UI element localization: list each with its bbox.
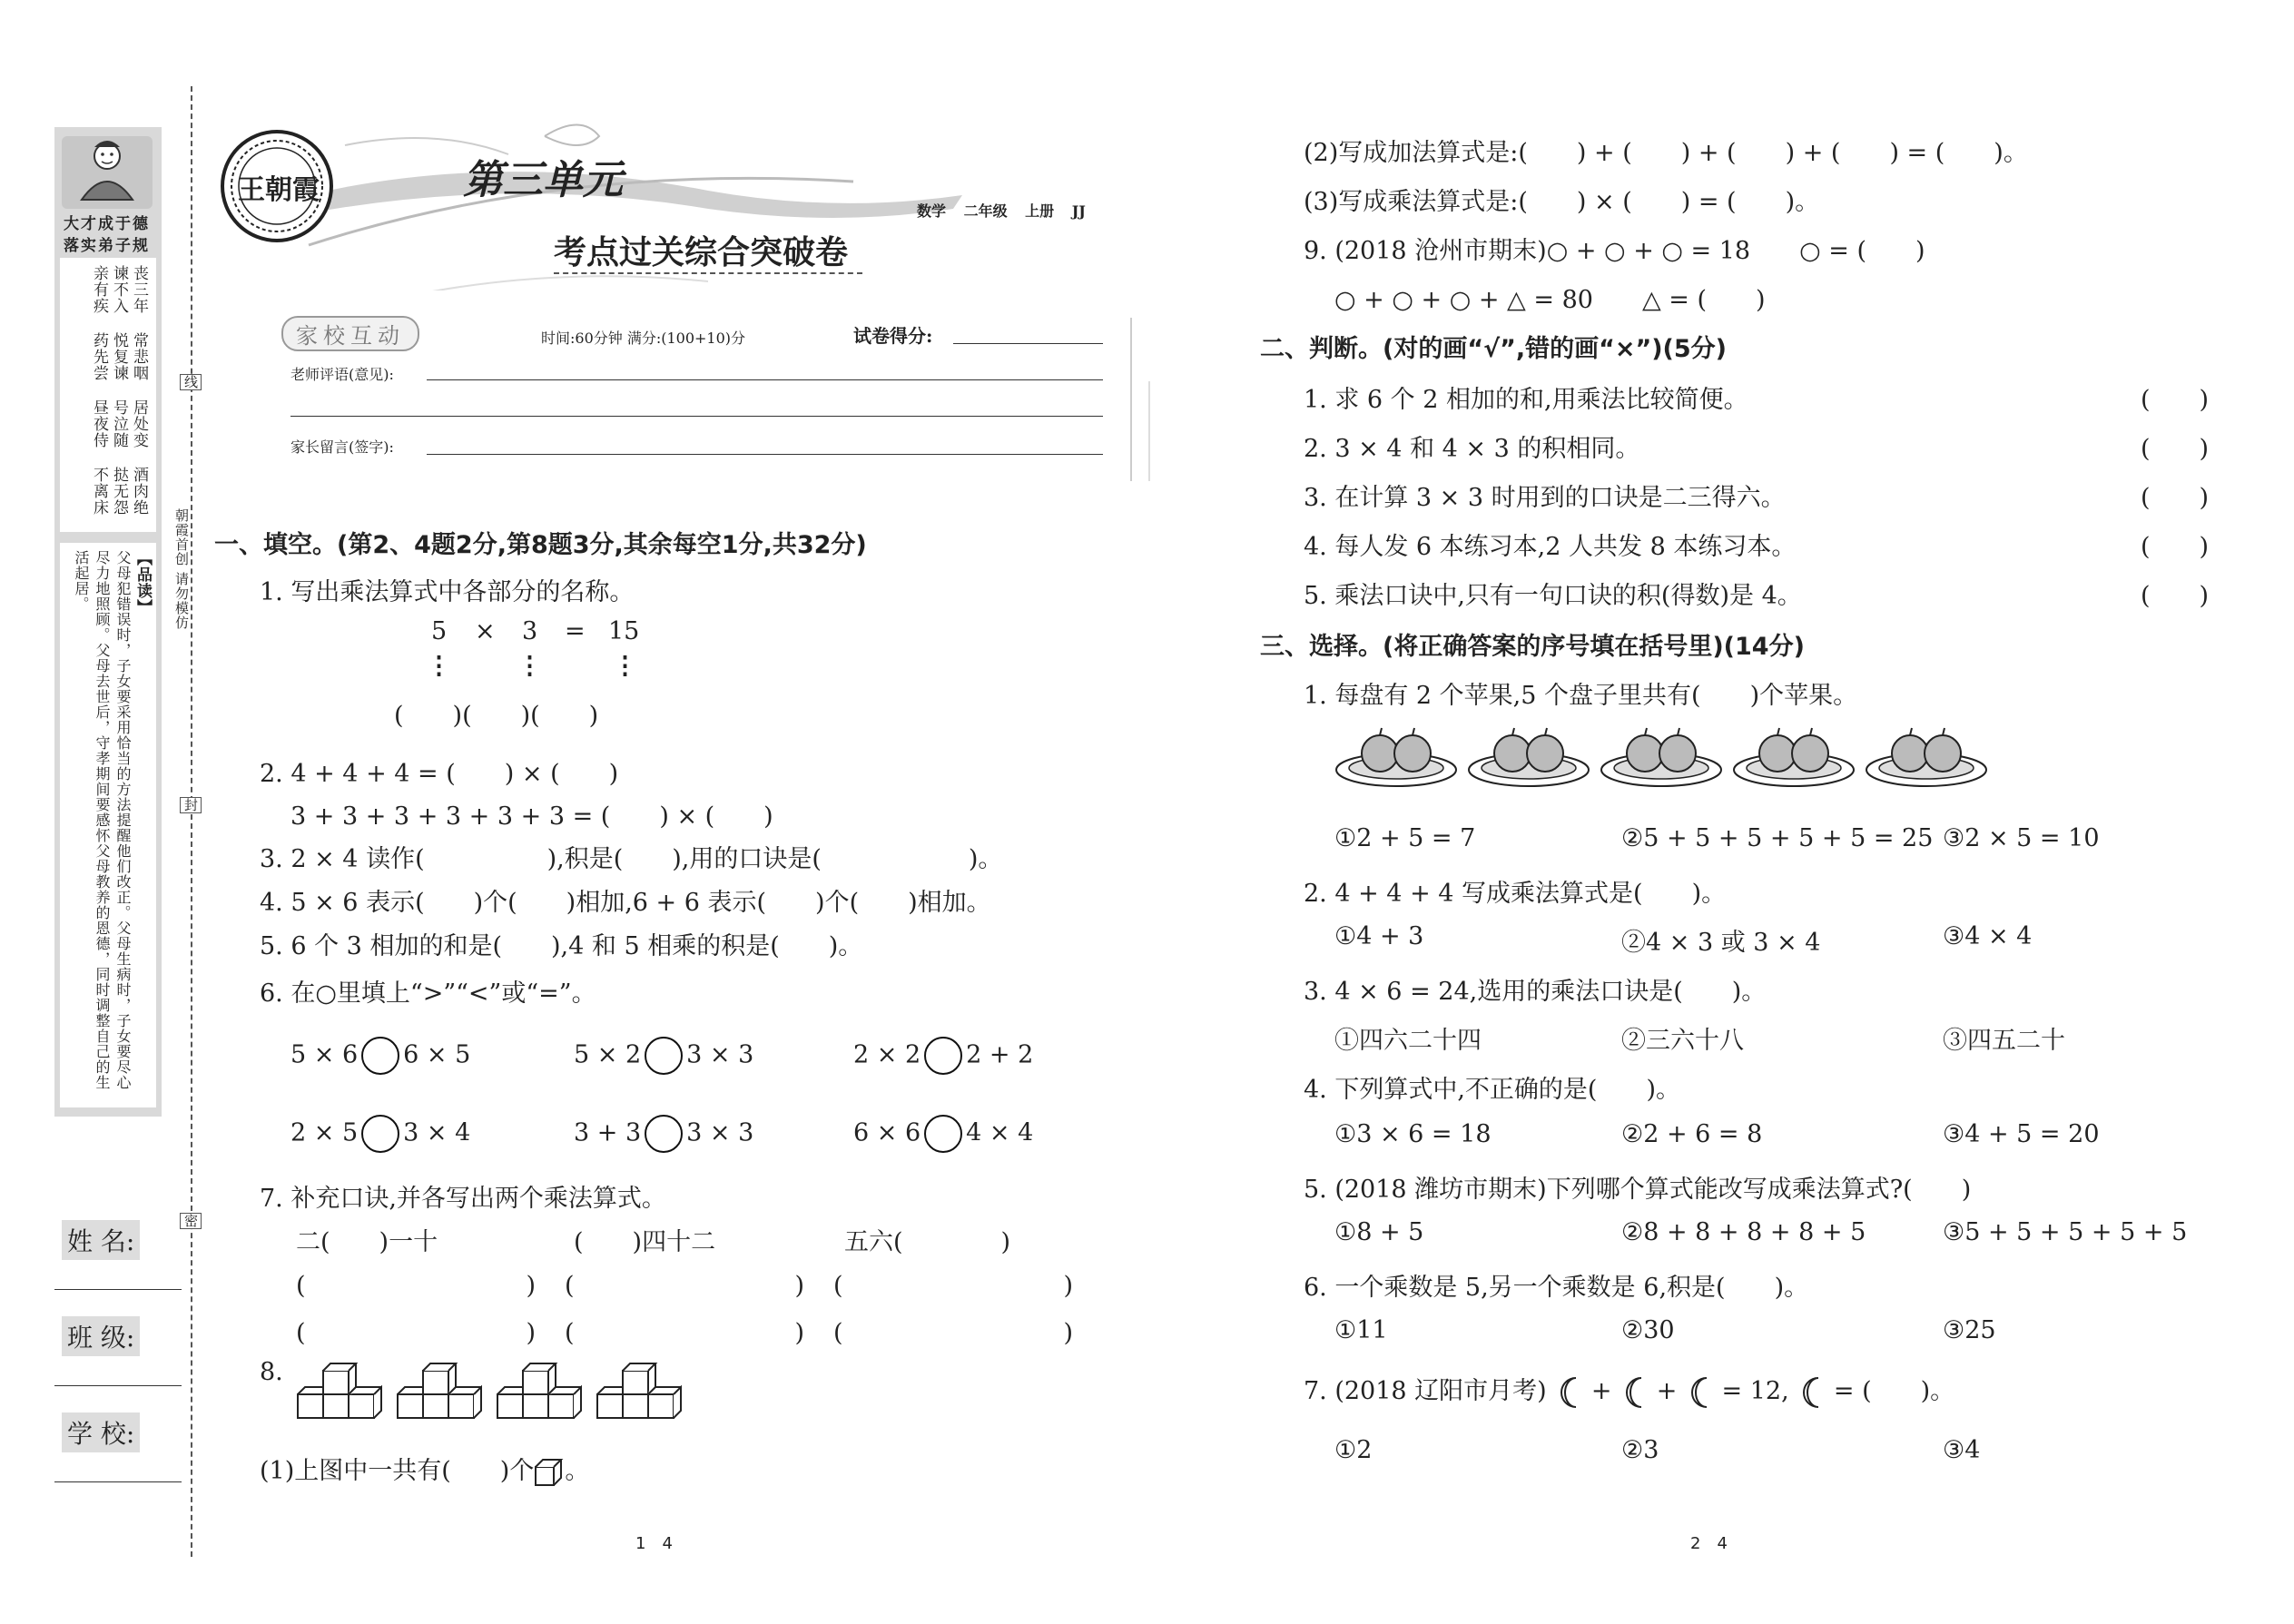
- poem-col-4: 常悲咽: [130, 332, 148, 381]
- comment-border: [1130, 318, 1132, 481]
- choice-q7: 7. (2018 辽阳市月考) + + = 12, = ( )。: [1304, 1371, 1954, 1411]
- section2-title: 二、判断。(对的画“√”,错的画“×”)(5分): [1260, 335, 1728, 363]
- q1-eq-b: 3: [522, 617, 538, 645]
- page-number-left: 1 4: [635, 1534, 673, 1553]
- compare-circle[interactable]: [924, 1115, 962, 1153]
- choice-q7-opt1[interactable]: ①2: [1334, 1436, 1373, 1464]
- choice-q7-opt2[interactable]: ②3: [1621, 1436, 1659, 1464]
- q7-text: 7. 补充口诀,并各写出两个乘法算式。: [260, 1185, 666, 1213]
- poem-col-5: 悦复谏: [110, 332, 128, 381]
- reading-text: 父母犯错误时，子女要采用恰当的方法提醒他们改正。父母生病时，子女要尽心尽力地照顾。父母去世后，守孝期间要感怀父母教养的恩德，同时调整自己的生活起居。: [73, 550, 132, 1090]
- choice-q4-opt1[interactable]: ①3 × 6 = 18: [1334, 1120, 1492, 1148]
- q7-blank[interactable]: ( ): [296, 1319, 537, 1347]
- name-field[interactable]: [54, 1289, 182, 1290]
- poem-col-3: 亲有疾: [90, 265, 108, 314]
- q1-eq-c: 15: [608, 617, 640, 645]
- teacher-comment-label: 老师评语(意见):: [290, 366, 394, 383]
- q7-blank[interactable]: ( ): [296, 1272, 537, 1300]
- choice-q1: 1. 每盘有 2 个苹果,5 个盘子里共有( )个苹果。: [1304, 682, 1858, 710]
- compare-circle[interactable]: [645, 1115, 683, 1153]
- school-label: 学 校:: [62, 1412, 140, 1452]
- margin-mark-line: 线: [180, 374, 202, 390]
- q7-blank[interactable]: ( ): [565, 1319, 805, 1347]
- moon-icon: [1620, 1374, 1649, 1411]
- score-field[interactable]: [953, 343, 1103, 344]
- judge-item-2: 2. 3 × 4 和 4 × 3 的积相同。: [1304, 435, 1640, 463]
- q1-dots-1: ⋮: [427, 652, 451, 680]
- poem-col-9: 昼夜侍: [90, 399, 108, 448]
- poem-col-11: 挞无怨: [110, 467, 128, 516]
- name-label: 姓 名:: [62, 1220, 140, 1260]
- q1-text: 1. 写出乘法算式中各部分的名称。: [260, 578, 635, 606]
- choice-q4-opt2[interactable]: ②2 + 6 = 8: [1621, 1120, 1763, 1148]
- cube-icon: [534, 1458, 565, 1487]
- binding-line: [191, 86, 192, 1557]
- q5-text: 5. 6 个 3 相加的和是( ),4 和 5 相乘的积是( )。: [260, 932, 863, 960]
- cube-stack-3: [497, 1363, 581, 1418]
- choice-q1-opt3[interactable]: ③2 × 5 = 10: [1943, 824, 2100, 852]
- q1-dots-3: ⋮: [613, 652, 637, 680]
- choice-q6-opt1[interactable]: ①11: [1334, 1316, 1388, 1344]
- q1-blanks[interactable]: ( )( )( ): [394, 702, 599, 730]
- score-label: 试卷得分:: [853, 325, 933, 347]
- judge-blank[interactable]: ( ): [2141, 435, 2210, 463]
- q6-text: 6. 在○里填上“>”“<”或“=”。: [260, 979, 596, 1008]
- margin-mark-notice: 朝霞首创 请勿模仿: [173, 508, 190, 630]
- reading-title: 【品读】: [133, 550, 152, 615]
- class-field[interactable]: [54, 1385, 182, 1386]
- q7-blank[interactable]: ( ): [565, 1272, 805, 1300]
- subject-tags: 数学 二年级 上册 JJ: [917, 202, 1086, 220]
- choice-q3: 3. 4 × 6 = 24,选用的乘法口诀是( )。: [1304, 978, 1767, 1006]
- apple-plate: [1601, 728, 1721, 786]
- q9-line-1: 9. (2018 沧州市期末)○ + ○ + ○ = 18 ○ = ( ): [1304, 237, 1925, 265]
- compare-circle[interactable]: [924, 1037, 962, 1075]
- judge-blank[interactable]: ( ): [2141, 386, 2210, 414]
- q7-rhyme-1[interactable]: 二( )一十: [296, 1228, 438, 1256]
- margin-mark-seal: 封: [180, 797, 202, 813]
- choice-q6: 6. 一个乘数是 5,另一个乘数是 6,积是( )。: [1304, 1274, 1809, 1302]
- judge-blank[interactable]: ( ): [2141, 484, 2210, 512]
- section1-title: 一、填空。(第2、4题2分,第8题3分,其余每空1分,共32分): [214, 531, 867, 559]
- q1-eq-eq: =: [565, 617, 586, 645]
- choice-q6-opt3[interactable]: ③25: [1943, 1316, 1996, 1344]
- q1-dots-2: ⋮: [517, 652, 542, 680]
- compare-circle[interactable]: [645, 1037, 683, 1075]
- poem-col-10: 酒肉绝: [130, 467, 148, 516]
- apple-plate: [1336, 728, 1456, 786]
- compare-item: 2 × 2 2 + 2: [853, 1037, 1033, 1075]
- choice-q4: 4. 下列算式中,不正确的是( )。: [1304, 1076, 1680, 1104]
- exam-title: 考点过关综合突破卷: [554, 233, 849, 271]
- cube-stack-2: [398, 1363, 481, 1418]
- q2-line-2: 3 + 3 + 3 + 3 + 3 + 3 = ( ) × ( ): [290, 802, 773, 831]
- poem-col-2: 谏不入: [110, 265, 128, 314]
- time-info: 时间:60分钟 满分:(100+10)分: [541, 330, 746, 347]
- choice-q6-opt2[interactable]: ②30: [1621, 1316, 1675, 1344]
- logo-text: 王朝霞: [238, 174, 320, 206]
- school-field[interactable]: [54, 1481, 182, 1482]
- judge-item-5: 5. 乘法口诀中,只有一句口诀的积(得数)是 4。: [1304, 582, 1802, 610]
- judge-blank[interactable]: ( ): [2141, 533, 2210, 561]
- compare-item: 5 × 6 6 × 5: [290, 1037, 470, 1075]
- choice-q5-opt1[interactable]: ①8 + 5: [1334, 1218, 1424, 1246]
- judge-item-3: 3. 在计算 3 × 3 时用到的口诀是二三得六。: [1304, 484, 1786, 512]
- choice-q3-opt2[interactable]: ②三六十八: [1621, 1027, 1744, 1055]
- choice-q5: 5. (2018 潍坊市期末)下列哪个算式能改写成乘法算式?( ): [1304, 1176, 1972, 1204]
- sidebar-motto-2: 落实弟子规: [64, 237, 150, 255]
- q8-part1: (1)上图中一共有( )个 。: [260, 1457, 590, 1485]
- poem-col-6: 药先尝: [90, 332, 108, 381]
- compare-item: 6 × 6 4 × 4: [853, 1115, 1033, 1153]
- page-number-right: 2 4: [1690, 1534, 1728, 1553]
- q7-blank[interactable]: ( ): [833, 1272, 1074, 1300]
- q8-part2: (2)写成加法算式是:( ) + ( ) + ( ) + ( ) = ( )。: [1304, 139, 2028, 167]
- choice-q7-opt3[interactable]: ③4: [1943, 1436, 1981, 1464]
- compare-item: 3 + 3 3 × 3: [574, 1115, 753, 1153]
- moon-icon: [1554, 1374, 1583, 1411]
- parent-message-label: 家长留言(签字):: [290, 438, 394, 456]
- apple-plate: [1866, 728, 1986, 786]
- judge-blank[interactable]: ( ): [2141, 582, 2210, 610]
- cube-stack-4: [597, 1363, 681, 1418]
- apple-plates-figure: [1334, 726, 2006, 790]
- moon-icon: [1797, 1374, 1826, 1411]
- poem-col-7: 居处变: [130, 399, 148, 448]
- q3-text: 3. 2 × 4 读作( ),积是( ),用的口诀是( )。: [260, 845, 1003, 873]
- cube-stacks-figure: [296, 1358, 695, 1422]
- class-label: 班 级:: [62, 1316, 140, 1356]
- q7-rhyme-2[interactable]: ( )四十二: [574, 1228, 716, 1256]
- poem-col-8: 号泣随: [110, 399, 128, 448]
- choice-q5-opt3[interactable]: ③5 + 5 + 5 + 5 + 5: [1943, 1218, 2188, 1246]
- moon-icon: [1685, 1374, 1714, 1411]
- poem-col-1: 丧三年: [130, 265, 148, 314]
- child-illustration: [71, 136, 143, 209]
- q8-part3: (3)写成乘法算式是:( ) × ( ) = ( )。: [1304, 188, 1820, 216]
- compare-circle[interactable]: [361, 1037, 399, 1075]
- title-underline: [554, 272, 862, 274]
- margin-mark-secret: 密: [180, 1213, 202, 1229]
- parent-message-field[interactable]: [427, 454, 1103, 455]
- choice-q2: 2. 4 + 4 + 4 写成乘法算式是( )。: [1304, 880, 1727, 908]
- q8-label: 8.: [260, 1358, 283, 1386]
- comment-border-2: [1148, 381, 1150, 481]
- choice-q5-opt2[interactable]: ②8 + 8 + 8 + 8 + 5: [1621, 1218, 1866, 1246]
- home-school-tag: 家校互动: [281, 316, 419, 351]
- compare-item: 5 × 2 3 × 3: [574, 1037, 753, 1075]
- choice-q2-opt2[interactable]: ②4 × 3 或 3 × 4: [1621, 929, 1821, 957]
- choice-q2-opt1[interactable]: ①4 + 3: [1334, 922, 1424, 950]
- judge-item-1: 1. 求 6 个 2 相加的和,用乘法比较简便。: [1304, 386, 1748, 414]
- sidebar-motto-1: 大才成于德: [64, 215, 150, 233]
- q7-rhyme-3[interactable]: 五六( ): [844, 1228, 1011, 1256]
- q1-eq-a: 5: [431, 617, 448, 645]
- teacher-comment-field-2[interactable]: [290, 416, 1103, 417]
- q4-text: 4. 5 × 6 表示( )个( )相加,6 + 6 表示( )个( )相加。: [260, 889, 991, 917]
- cube-stack-1: [298, 1363, 381, 1418]
- compare-circle[interactable]: [361, 1115, 399, 1153]
- q9-line-2: ○ + ○ + ○ + △ = 80 △ = ( ): [1334, 286, 1766, 314]
- q7-blank[interactable]: ( ): [833, 1319, 1074, 1347]
- q1-eq-times: ×: [475, 617, 496, 645]
- judge-item-4: 4. 每人发 6 本练习本,2 人共发 8 本练习本。: [1304, 533, 1797, 561]
- poem-col-12: 不离床: [90, 467, 108, 516]
- choice-q2-opt3[interactable]: ③4 × 4: [1943, 922, 2033, 950]
- apple-plate: [1469, 728, 1589, 786]
- apple-plate: [1734, 728, 1854, 786]
- compare-item: 2 × 5 3 × 4: [290, 1115, 470, 1153]
- section3-title: 三、选择。(将正确答案的序号填在括号里)(14分): [1260, 633, 1805, 661]
- q2-line-1: 2. 4 + 4 + 4 = ( ) × ( ): [260, 760, 619, 788]
- choice-q3-opt3[interactable]: ③四五二十: [1943, 1027, 2065, 1055]
- choice-q1-opt1[interactable]: ①2 + 5 = 7: [1334, 824, 1476, 852]
- choice-q4-opt3[interactable]: ③4 + 5 = 20: [1943, 1120, 2100, 1148]
- teacher-comment-field[interactable]: [427, 379, 1103, 380]
- choice-q3-opt1[interactable]: ①四六二十四: [1334, 1027, 1482, 1055]
- choice-q1-opt2[interactable]: ②5 + 5 + 5 + 5 + 5 = 25: [1621, 824, 1934, 852]
- unit-title: 第三单元: [463, 157, 623, 203]
